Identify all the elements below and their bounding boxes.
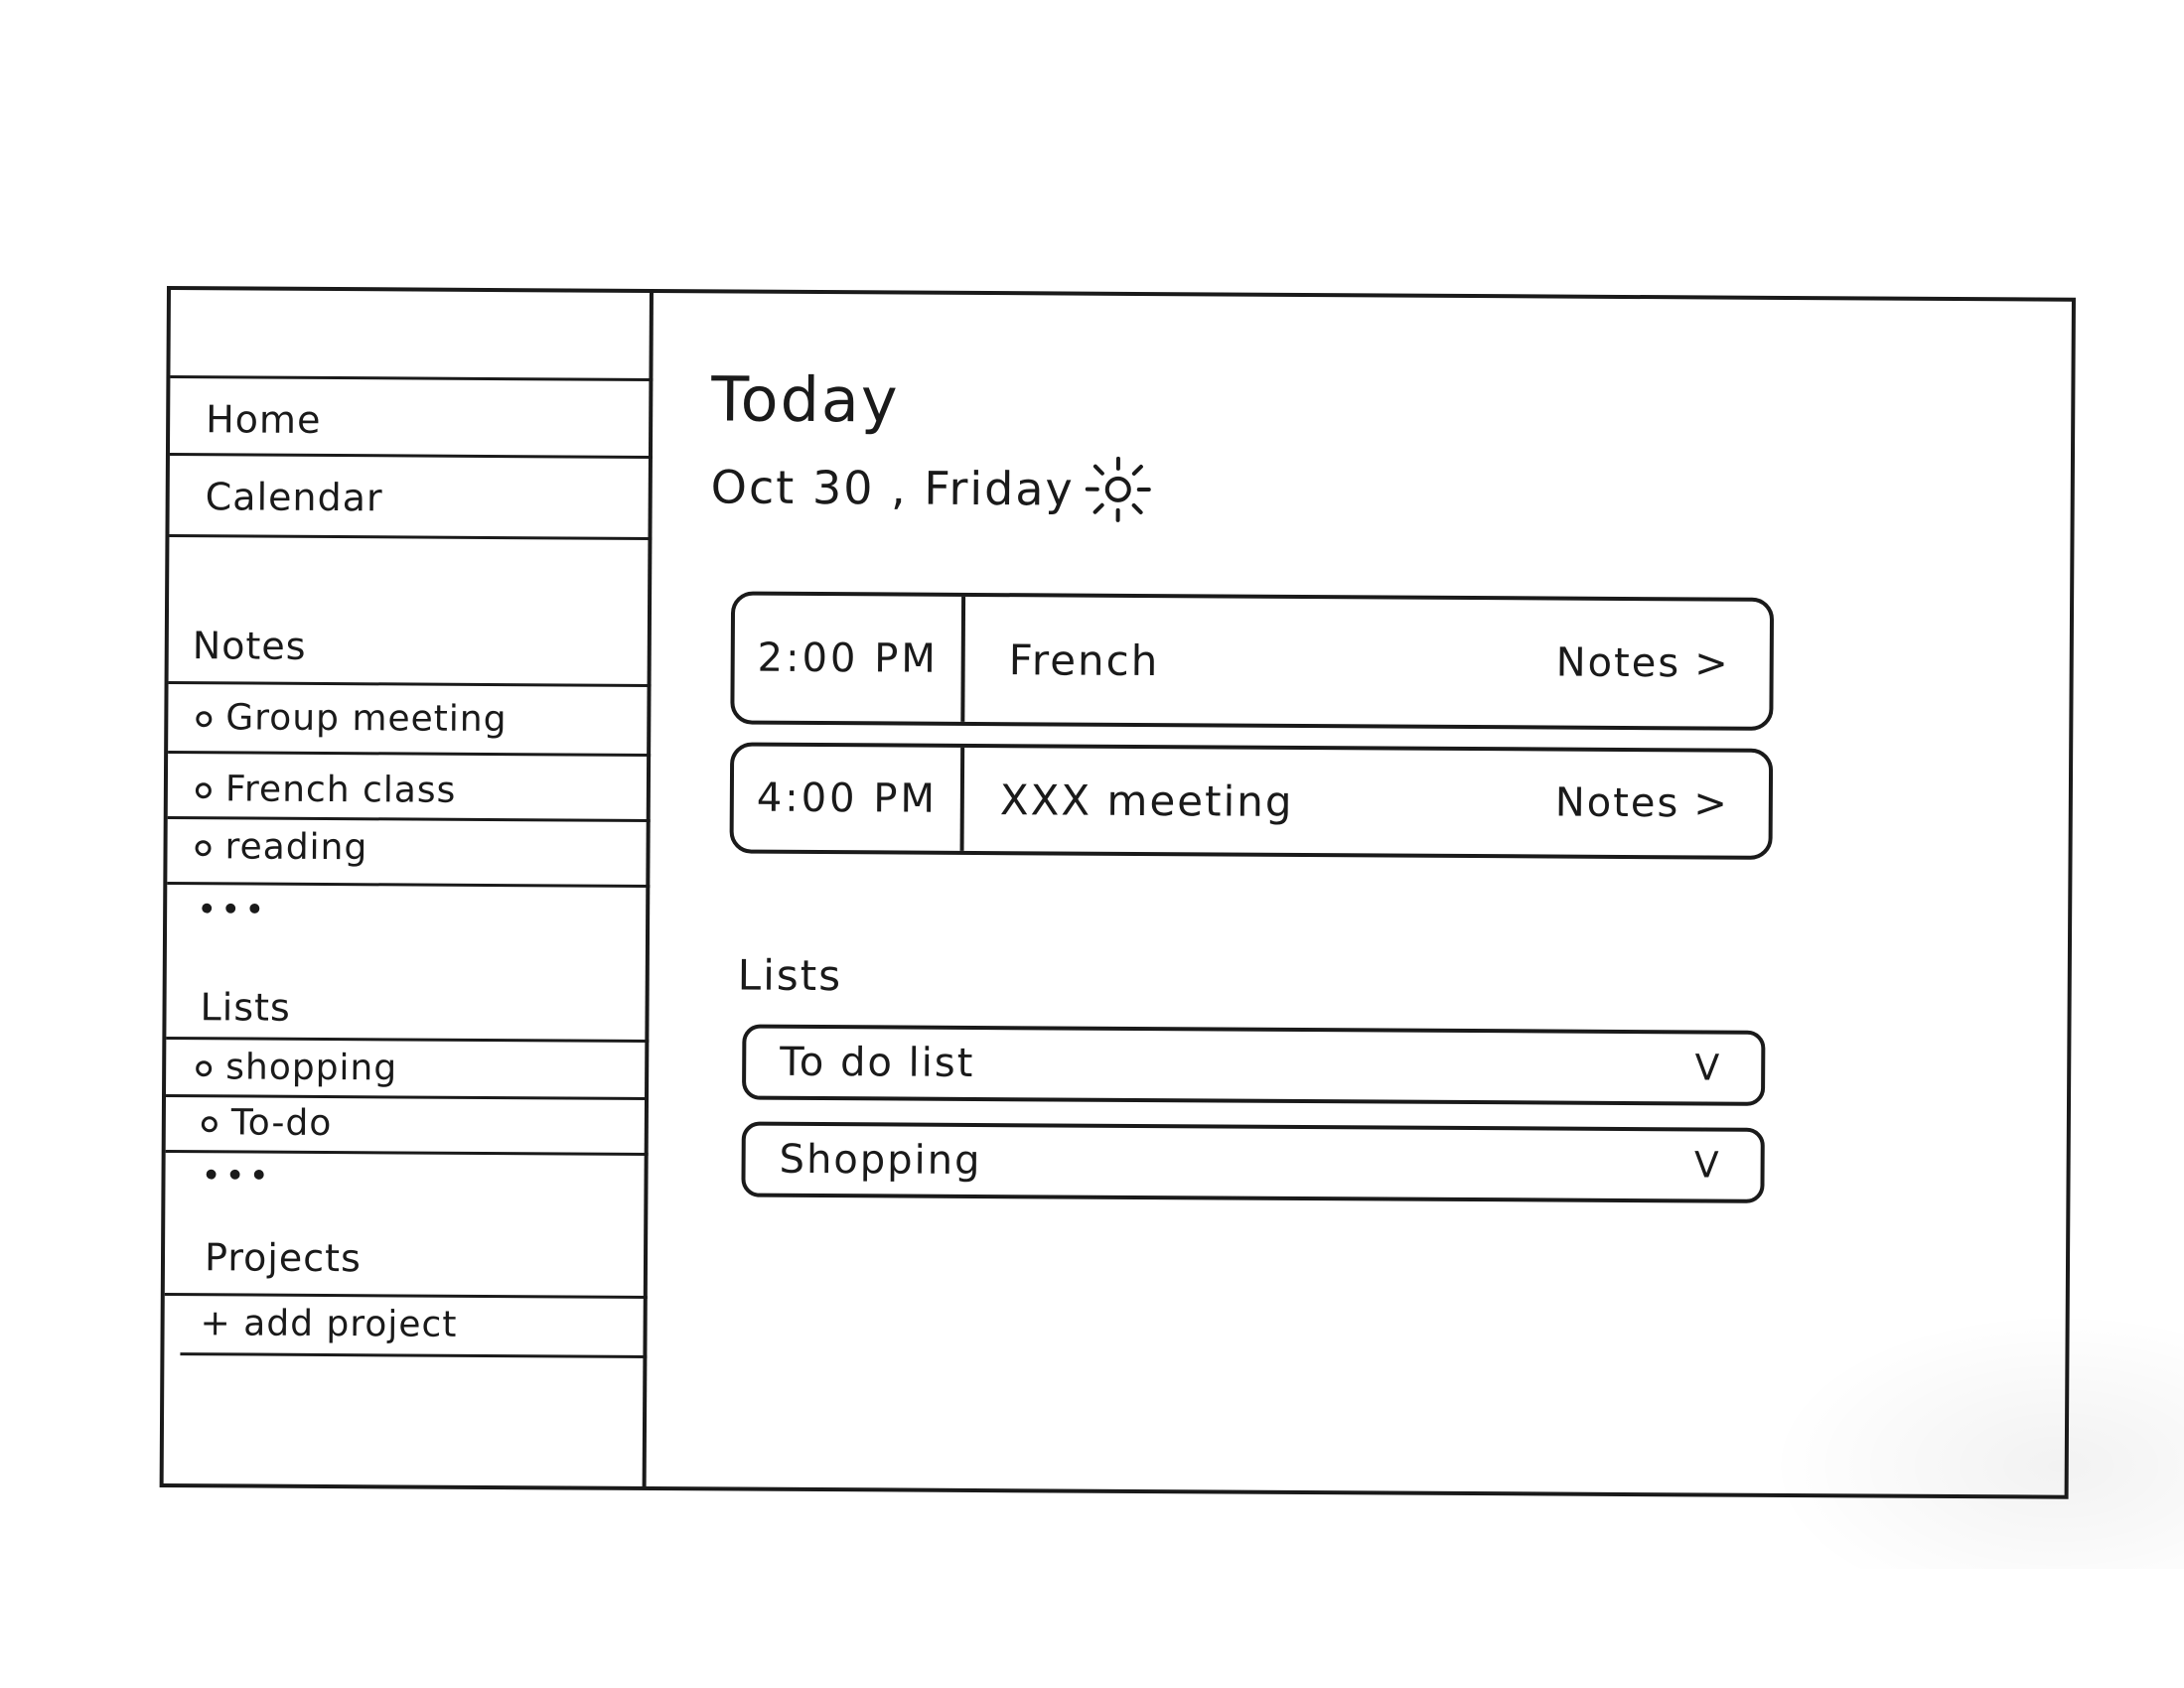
lists-more[interactable]: ••• xyxy=(201,1156,273,1196)
chevron-down-icon: V xyxy=(1694,1047,1722,1089)
sidebar xyxy=(164,290,654,1486)
divider xyxy=(168,751,651,757)
note-item-group-meeting[interactable] xyxy=(196,697,507,740)
event-notes-label: Notes xyxy=(1554,779,1680,827)
list-item-label: shopping xyxy=(225,1047,398,1089)
notes-more[interactable]: ••• xyxy=(197,890,269,930)
event-row[interactable] xyxy=(730,742,1774,859)
event-time: 2:00 PM xyxy=(734,596,965,722)
list-dropdown-label: To do list xyxy=(780,1039,975,1086)
page-title: Today xyxy=(711,362,900,437)
list-dropdown-label: Shopping xyxy=(779,1136,982,1185)
note-item-label: Group meeting xyxy=(225,697,508,741)
divider xyxy=(167,882,650,888)
event-notes-label: Notes xyxy=(1555,639,1681,687)
event-time: 4:00 PM xyxy=(734,746,965,850)
add-project-button[interactable]: + add project xyxy=(200,1303,458,1345)
chevron-right-icon: > xyxy=(1693,780,1729,827)
chevron-right-icon: > xyxy=(1694,640,1730,687)
sidebar-item-home[interactable]: Home xyxy=(206,397,322,442)
note-item-french-class[interactable] xyxy=(196,769,457,811)
bullet-icon xyxy=(196,1060,212,1076)
chevron-down-icon: V xyxy=(1693,1144,1721,1187)
divider xyxy=(169,534,652,540)
projects-heading: Projects xyxy=(204,1235,362,1281)
divider xyxy=(166,1094,649,1100)
list-item-todo[interactable] xyxy=(202,1102,333,1144)
divider xyxy=(170,453,653,459)
list-dropdown[interactable] xyxy=(741,1122,1764,1203)
bullet-icon xyxy=(196,711,212,727)
list-item-label: To-do xyxy=(230,1102,333,1145)
divider xyxy=(166,1037,649,1043)
sidebar-item-calendar[interactable]: Calendar xyxy=(205,475,383,520)
list-dropdown[interactable] xyxy=(742,1025,1765,1106)
bullet-icon xyxy=(195,840,211,856)
divider xyxy=(166,1150,649,1156)
app-window xyxy=(160,286,2076,1499)
divider xyxy=(169,681,652,687)
event-notes-link[interactable] xyxy=(1555,780,1769,827)
event-notes-link[interactable] xyxy=(1556,640,1770,687)
event-title: XXX meeting xyxy=(999,774,1294,826)
sun-icon xyxy=(1084,455,1153,524)
note-item-label: French class xyxy=(224,769,457,811)
note-item-label: reading xyxy=(224,826,368,869)
date-label: Oct 30 , Friday xyxy=(710,460,1075,516)
lists-heading: Lists xyxy=(200,985,291,1030)
divider xyxy=(180,1352,647,1358)
bullet-icon xyxy=(196,782,212,798)
note-item-reading[interactable] xyxy=(195,826,367,868)
divider xyxy=(170,375,653,381)
list-item-shopping[interactable] xyxy=(196,1047,397,1088)
lists-section-heading: Lists xyxy=(737,950,843,1001)
divider xyxy=(165,1293,648,1299)
event-row[interactable] xyxy=(730,591,1774,730)
bullet-icon xyxy=(202,1116,218,1132)
notes-heading: Notes xyxy=(192,624,307,668)
divider xyxy=(168,816,651,822)
event-title: French xyxy=(1008,634,1160,685)
